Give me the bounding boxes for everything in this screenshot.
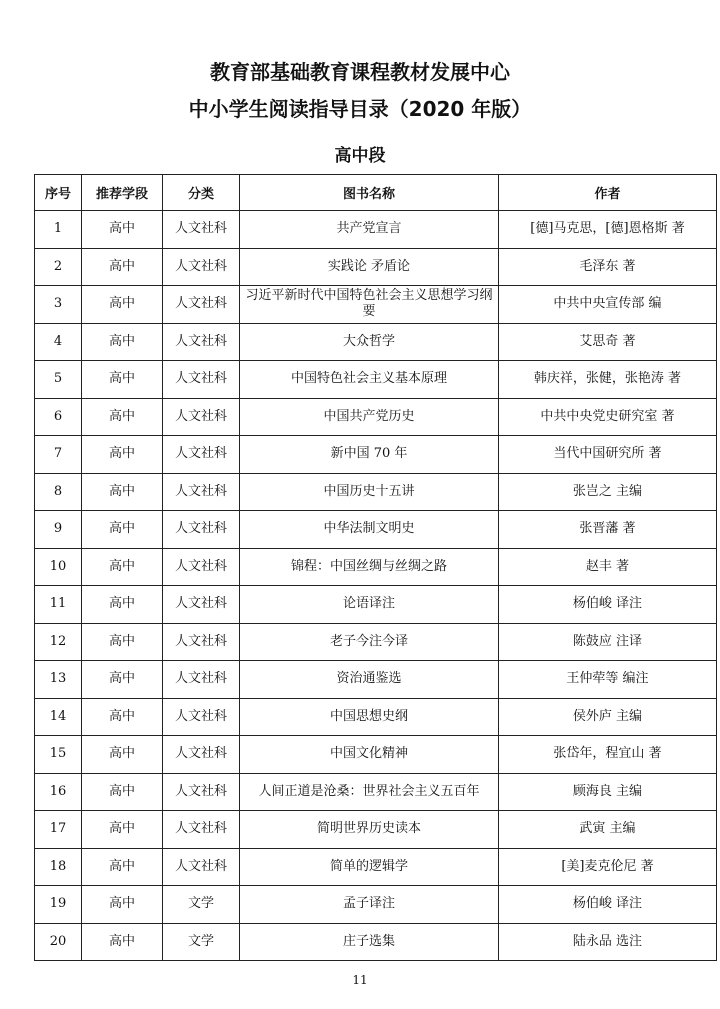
- cell-number: 2: [35, 248, 82, 286]
- cell-number: 18: [35, 848, 82, 886]
- cell-book-title: 庄子选集: [240, 923, 499, 961]
- cell-author: [美]麦克伦尼 著: [499, 848, 717, 886]
- cell-author: 王仲荦等 编注: [499, 661, 717, 699]
- cell-author: 张岂之 主编: [499, 473, 717, 511]
- cell-category: 人文社科: [163, 473, 240, 511]
- cell-level: 高中: [82, 398, 163, 436]
- cell-number: 20: [35, 923, 82, 961]
- cell-category: 文学: [163, 923, 240, 961]
- column-header-category: 分类: [163, 175, 240, 211]
- cell-category: 人文社科: [163, 736, 240, 774]
- table-row: [35, 698, 717, 736]
- table-row: [35, 398, 717, 436]
- table-row: [35, 736, 717, 774]
- cell-number: 9: [35, 511, 82, 549]
- column-header-author: 作者: [499, 175, 717, 211]
- cell-book-title: 中华法制文明史: [240, 511, 499, 549]
- cell-level: 高中: [82, 923, 163, 961]
- cell-number: 8: [35, 473, 82, 511]
- cell-category: 人文社科: [163, 548, 240, 586]
- cell-number: 6: [35, 398, 82, 436]
- cell-level: 高中: [82, 323, 163, 361]
- cell-category: 人文社科: [163, 323, 240, 361]
- document-subtitle: 中小学生阅读指导目录（2020 年版）: [188, 97, 532, 121]
- table-row: [35, 623, 717, 661]
- cell-level: 高中: [82, 773, 163, 811]
- cell-book-title: 实践论 矛盾论: [240, 248, 499, 286]
- cell-number: 7: [35, 436, 82, 474]
- table-row: [35, 436, 717, 474]
- cell-level: 高中: [82, 848, 163, 886]
- table-row: [35, 511, 717, 549]
- table-row: [35, 923, 717, 961]
- cell-level: 高中: [82, 736, 163, 774]
- cell-category: 人文社科: [163, 848, 240, 886]
- cell-category: 人文社科: [163, 286, 240, 324]
- table-row: [35, 248, 717, 286]
- cell-author: 中共中央宣传部 编: [499, 286, 717, 324]
- cell-book-title: 共产党宣言: [240, 211, 499, 249]
- cell-number: 13: [35, 661, 82, 699]
- cell-level: 高中: [82, 511, 163, 549]
- cell-author: 赵丰 著: [499, 548, 717, 586]
- column-header-number: 序号: [35, 175, 82, 211]
- cell-category: 人文社科: [163, 361, 240, 399]
- cell-level: 高中: [82, 436, 163, 474]
- cell-author: 韩庆祥，张健，张艳涛 著: [499, 361, 717, 399]
- cell-level: 高中: [82, 586, 163, 624]
- cell-number: 4: [35, 323, 82, 361]
- cell-book-title: 中国历史十五讲: [240, 473, 499, 511]
- cell-level: 高中: [82, 248, 163, 286]
- cell-level: 高中: [82, 211, 163, 249]
- cell-author: 艾思奇 著: [499, 323, 717, 361]
- cell-book-title: 简明世界历史读本: [240, 811, 499, 849]
- column-header-level: 推荐学段: [82, 175, 163, 211]
- cell-level: 高中: [82, 886, 163, 924]
- table-row: [35, 548, 717, 586]
- column-header-title: 图书名称: [240, 175, 499, 211]
- cell-author: 武寅 主编: [499, 811, 717, 849]
- cell-number: 1: [35, 211, 82, 249]
- table-row: [35, 323, 717, 361]
- table-row: [35, 586, 717, 624]
- cell-level: 高中: [82, 698, 163, 736]
- cell-book-title: 锦程：中国丝绸与丝绸之路: [240, 548, 499, 586]
- cell-book-title: 资治通鉴选: [240, 661, 499, 699]
- cell-category: 人文社科: [163, 398, 240, 436]
- cell-book-title: 中国共产党历史: [240, 398, 499, 436]
- cell-author: 陆永品 选注: [499, 923, 717, 961]
- table-header-row: [35, 175, 717, 211]
- cell-number: 16: [35, 773, 82, 811]
- table-row: [35, 361, 717, 399]
- cell-author: 杨伯峻 译注: [499, 886, 717, 924]
- cell-number: 17: [35, 811, 82, 849]
- cell-category: 人文社科: [163, 211, 240, 249]
- cell-book-title: 简单的逻辑学: [240, 848, 499, 886]
- cell-book-title: 人间正道是沧桑：世界社会主义五百年: [240, 773, 499, 811]
- cell-book-title: 孟子译注: [240, 886, 499, 924]
- cell-level: 高中: [82, 361, 163, 399]
- cell-category: 人文社科: [163, 698, 240, 736]
- table-row: [35, 211, 717, 249]
- cell-number: 10: [35, 548, 82, 586]
- document-title: 教育部基础教育课程教材发展中心: [210, 60, 510, 84]
- page-number: 11: [352, 973, 368, 987]
- cell-author: 顾海良 主编: [499, 773, 717, 811]
- cell-level: 高中: [82, 548, 163, 586]
- cell-category: 文学: [163, 886, 240, 924]
- cell-book-title: 大众哲学: [240, 323, 499, 361]
- cell-author: 陈鼓应 注译: [499, 623, 717, 661]
- cell-number: 11: [35, 586, 82, 624]
- cell-book-title: 新中国 70 年: [240, 436, 499, 474]
- table-row: [35, 886, 717, 924]
- cell-number: 15: [35, 736, 82, 774]
- cell-category: 人文社科: [163, 511, 240, 549]
- cell-book-title: 中国文化精神: [240, 736, 499, 774]
- cell-author: 中共中央党史研究室 著: [499, 398, 717, 436]
- cell-level: 高中: [82, 286, 163, 324]
- table-row: [35, 811, 717, 849]
- cell-category: 人文社科: [163, 773, 240, 811]
- cell-category: 人文社科: [163, 623, 240, 661]
- cell-level: 高中: [82, 661, 163, 699]
- cell-number: 19: [35, 886, 82, 924]
- table-row: [35, 286, 717, 324]
- cell-number: 14: [35, 698, 82, 736]
- cell-book-title: 老子今注今译: [240, 623, 499, 661]
- cell-category: 人文社科: [163, 248, 240, 286]
- table-row: [35, 473, 717, 511]
- cell-author: 杨伯峻 译注: [499, 586, 717, 624]
- table-body: [35, 211, 717, 961]
- book-list-table: [34, 174, 717, 961]
- cell-author: 张岱年，程宜山 著: [499, 736, 717, 774]
- cell-author: 毛泽东 著: [499, 248, 717, 286]
- cell-book-title: 中国特色社会主义基本原理: [240, 361, 499, 399]
- cell-level: 高中: [82, 473, 163, 511]
- cell-book-title: 习近平新时代中国特色社会主义思想学习纲要: [240, 286, 499, 324]
- cell-number: 5: [35, 361, 82, 399]
- cell-author: 侯外庐 主编: [499, 698, 717, 736]
- cell-level: 高中: [82, 811, 163, 849]
- section-title: 高中段: [334, 146, 386, 166]
- cell-book-title: 中国思想史纲: [240, 698, 499, 736]
- table-row: [35, 661, 717, 699]
- cell-author: 当代中国研究所 著: [499, 436, 717, 474]
- cell-category: 人文社科: [163, 586, 240, 624]
- table-row: [35, 848, 717, 886]
- cell-author: 张晋藩 著: [499, 511, 717, 549]
- table-row: [35, 773, 717, 811]
- cell-author: [德]马克思，[德]恩格斯 著: [499, 211, 717, 249]
- cell-number: 12: [35, 623, 82, 661]
- cell-book-title: 论语译注: [240, 586, 499, 624]
- cell-category: 人文社科: [163, 661, 240, 699]
- cell-category: 人文社科: [163, 811, 240, 849]
- cell-number: 3: [35, 286, 82, 324]
- cell-category: 人文社科: [163, 436, 240, 474]
- cell-level: 高中: [82, 623, 163, 661]
